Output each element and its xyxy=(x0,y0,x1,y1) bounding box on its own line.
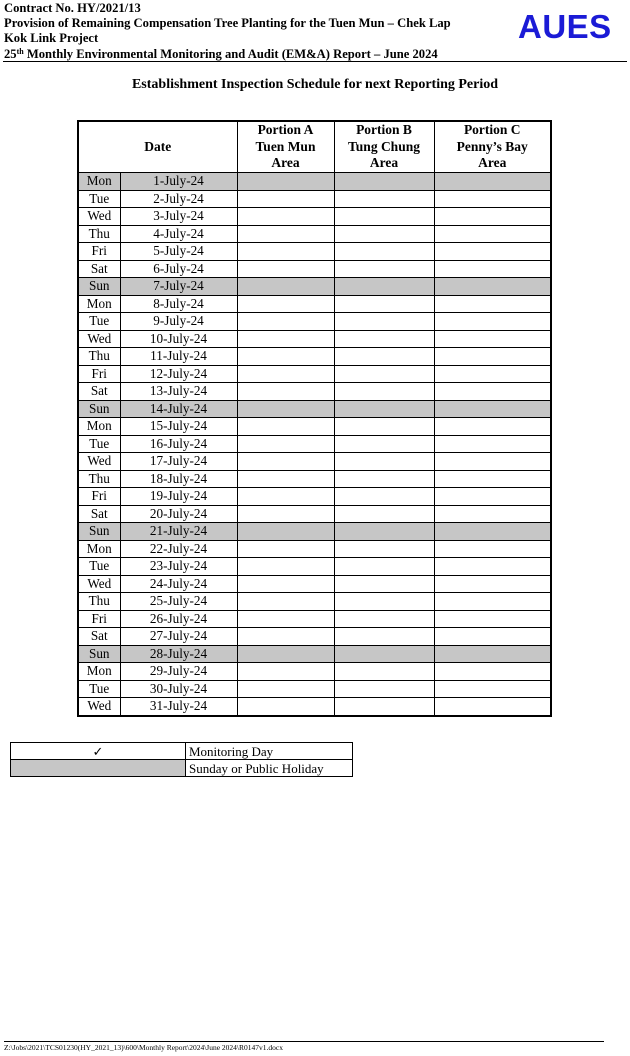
portion-b-location: Tung Chung xyxy=(348,138,420,154)
portion-a-cell xyxy=(237,208,334,226)
portion-a-cell xyxy=(237,575,334,593)
date-cell: 16-July-24 xyxy=(120,435,237,453)
day-cell: Thu xyxy=(78,593,120,611)
table-row xyxy=(78,225,551,243)
portion-b-cell xyxy=(334,593,434,611)
date-cell: 23-July-24 xyxy=(120,558,237,576)
portion-a-cell xyxy=(237,698,334,716)
table-row xyxy=(78,313,551,331)
contract-number: Contract No. HY/2021/13 xyxy=(4,1,141,15)
portion-c-cell xyxy=(434,470,551,488)
portion-c-cell xyxy=(434,278,551,296)
portion-c-cell xyxy=(434,330,551,348)
date-cell: 27-July-24 xyxy=(120,628,237,646)
report-ordinal-suffix: th xyxy=(16,46,24,56)
table-header-row xyxy=(78,121,551,173)
date-cell: 11-July-24 xyxy=(120,348,237,366)
portion-a-cell xyxy=(237,383,334,401)
portion-a-cell xyxy=(237,470,334,488)
portion-c-area: Area xyxy=(478,155,507,171)
portion-b-cell xyxy=(334,505,434,523)
day-cell: Fri xyxy=(78,488,120,506)
portion-c-cell xyxy=(434,558,551,576)
portion-b-cell xyxy=(334,225,434,243)
portion-a-cell xyxy=(237,628,334,646)
table-row xyxy=(78,575,551,593)
project-title-line-2: Kok Link Project xyxy=(4,31,99,46)
day-cell: Thu xyxy=(78,225,120,243)
date-cell: 18-July-24 xyxy=(120,470,237,488)
portion-b-cell xyxy=(334,558,434,576)
portion-a-cell xyxy=(237,505,334,523)
day-cell: Fri xyxy=(78,365,120,383)
day-cell: Sat xyxy=(78,505,120,523)
project-title-line-1: Provision of Remaining Compensation Tree Planting for the Tuen Mun – Chek Lap xyxy=(4,16,451,31)
table-row xyxy=(78,488,551,506)
table-row xyxy=(78,418,551,436)
portion-c-cell xyxy=(434,435,551,453)
portion-a-location: Tuen Mun xyxy=(255,138,316,154)
date-cell: 26-July-24 xyxy=(120,610,237,628)
portion-b-cell xyxy=(334,610,434,628)
portion-c-cell xyxy=(434,663,551,681)
portion-c-cell xyxy=(434,505,551,523)
portion-a-cell xyxy=(237,173,334,191)
portion-a-cell xyxy=(237,260,334,278)
table-row xyxy=(78,295,551,313)
date-cell: 21-July-24 xyxy=(120,523,237,541)
date-cell: 20-July-24 xyxy=(120,505,237,523)
day-cell: Mon xyxy=(78,173,120,191)
legend-row-monitoring xyxy=(11,743,353,760)
table-row xyxy=(78,610,551,628)
portion-c-name: Portion C xyxy=(463,122,521,138)
portion-b-cell xyxy=(334,540,434,558)
portion-a-cell xyxy=(237,523,334,541)
day-cell: Mon xyxy=(78,295,120,313)
portion-b-cell xyxy=(334,628,434,646)
day-cell: Fri xyxy=(78,243,120,261)
portion-c-cell xyxy=(434,348,551,366)
portion-b-cell xyxy=(334,365,434,383)
portion-b-cell xyxy=(334,208,434,226)
portion-c-cell xyxy=(434,453,551,471)
table-row xyxy=(78,400,551,418)
legend-row-holiday xyxy=(11,760,353,777)
portion-a-cell xyxy=(237,610,334,628)
report-ordinal-number: 25 xyxy=(4,46,17,61)
table-row xyxy=(78,645,551,663)
table-row xyxy=(78,593,551,611)
holiday-shading-swatch xyxy=(11,760,186,777)
portion-c-column-header xyxy=(434,121,551,173)
legend-monitoring-day-label: Monitoring Day xyxy=(186,743,353,760)
portion-b-cell xyxy=(334,260,434,278)
portion-a-cell xyxy=(237,453,334,471)
portion-a-cell xyxy=(237,243,334,261)
portion-b-column-header xyxy=(334,121,434,173)
day-cell: Sun xyxy=(78,400,120,418)
portion-c-cell xyxy=(434,575,551,593)
portion-a-cell xyxy=(237,488,334,506)
date-cell: 6-July-24 xyxy=(120,260,237,278)
day-cell: Tue xyxy=(78,313,120,331)
portion-c-location: Penny’s Bay xyxy=(456,138,528,154)
portion-a-cell xyxy=(237,225,334,243)
table-row xyxy=(78,208,551,226)
portion-c-cell xyxy=(434,680,551,698)
date-cell: 10-July-24 xyxy=(120,330,237,348)
date-cell: 25-July-24 xyxy=(120,593,237,611)
portion-c-cell xyxy=(434,173,551,191)
portion-b-cell xyxy=(334,435,434,453)
portion-b-cell xyxy=(334,313,434,331)
date-cell: 5-July-24 xyxy=(120,243,237,261)
portion-c-cell xyxy=(434,260,551,278)
day-cell: Sat xyxy=(78,628,120,646)
header-divider xyxy=(3,61,627,62)
table-row xyxy=(78,698,551,716)
table-row xyxy=(78,260,551,278)
portion-c-cell xyxy=(434,243,551,261)
table-row xyxy=(78,680,551,698)
portion-a-cell xyxy=(237,645,334,663)
date-cell: 28-July-24 xyxy=(120,645,237,663)
date-column-header: Date xyxy=(78,121,237,173)
portion-a-cell xyxy=(237,278,334,296)
portion-b-cell xyxy=(334,400,434,418)
portion-b-cell xyxy=(334,680,434,698)
date-cell: 24-July-24 xyxy=(120,575,237,593)
portion-c-cell xyxy=(434,190,551,208)
date-cell: 30-July-24 xyxy=(120,680,237,698)
day-cell: Tue xyxy=(78,190,120,208)
portion-a-cell xyxy=(237,313,334,331)
aues-logo: AUES xyxy=(518,8,612,45)
table-row xyxy=(78,365,551,383)
portion-a-cell xyxy=(237,593,334,611)
day-cell: Tue xyxy=(78,680,120,698)
portion-b-cell xyxy=(334,243,434,261)
inspection-schedule-table xyxy=(77,120,552,717)
date-cell: 12-July-24 xyxy=(120,365,237,383)
report-title xyxy=(4,47,504,62)
day-cell: Fri xyxy=(78,610,120,628)
portion-b-cell xyxy=(334,418,434,436)
portion-a-cell xyxy=(237,435,334,453)
day-cell: Wed xyxy=(78,575,120,593)
date-cell: 22-July-24 xyxy=(120,540,237,558)
portion-b-name: Portion B xyxy=(356,122,412,138)
day-cell: Wed xyxy=(78,453,120,471)
portion-b-cell xyxy=(334,190,434,208)
table-row xyxy=(78,330,551,348)
portion-c-cell xyxy=(434,645,551,663)
date-cell: 4-July-24 xyxy=(120,225,237,243)
footer-divider xyxy=(4,1041,604,1042)
page-title: Establishment Inspection Schedule for next Reporting Period xyxy=(131,77,499,92)
table-row xyxy=(78,190,551,208)
portion-a-cell xyxy=(237,400,334,418)
portion-a-area: Area xyxy=(271,155,300,171)
portion-a-cell xyxy=(237,558,334,576)
portion-c-cell xyxy=(434,400,551,418)
portion-a-cell xyxy=(237,330,334,348)
portion-c-cell xyxy=(434,295,551,313)
portion-c-cell xyxy=(434,610,551,628)
date-cell: 17-July-24 xyxy=(120,453,237,471)
portion-a-cell xyxy=(237,680,334,698)
day-cell: Sun xyxy=(78,645,120,663)
schedule-body xyxy=(78,173,551,716)
portion-a-column-header xyxy=(237,121,334,173)
table-row xyxy=(78,628,551,646)
day-cell: Sat xyxy=(78,383,120,401)
legend-holiday-label: Sunday or Public Holiday xyxy=(186,760,353,777)
portion-a-cell xyxy=(237,348,334,366)
portion-b-cell xyxy=(334,173,434,191)
portion-a-cell xyxy=(237,663,334,681)
portion-c-cell xyxy=(434,698,551,716)
day-cell: Tue xyxy=(78,435,120,453)
portion-b-cell xyxy=(334,698,434,716)
day-cell: Wed xyxy=(78,330,120,348)
table-row xyxy=(78,540,551,558)
portion-c-cell xyxy=(434,523,551,541)
table-row xyxy=(78,523,551,541)
date-cell: 19-July-24 xyxy=(120,488,237,506)
table-row xyxy=(78,278,551,296)
portion-c-cell xyxy=(434,418,551,436)
day-cell: Mon xyxy=(78,540,120,558)
date-cell: 31-July-24 xyxy=(120,698,237,716)
portion-c-cell xyxy=(434,488,551,506)
portion-a-cell xyxy=(237,540,334,558)
table-row xyxy=(78,453,551,471)
table-row xyxy=(78,558,551,576)
day-cell: Tue xyxy=(78,558,120,576)
date-cell: 2-July-24 xyxy=(120,190,237,208)
day-cell: Mon xyxy=(78,418,120,436)
day-cell: Sat xyxy=(78,260,120,278)
portion-b-cell xyxy=(334,645,434,663)
portion-c-cell xyxy=(434,628,551,646)
portion-b-cell xyxy=(334,663,434,681)
table-row xyxy=(78,663,551,681)
day-cell: Thu xyxy=(78,348,120,366)
date-cell: 15-July-24 xyxy=(120,418,237,436)
date-cell: 8-July-24 xyxy=(120,295,237,313)
table-row xyxy=(78,470,551,488)
portion-c-cell xyxy=(434,208,551,226)
portion-c-cell xyxy=(434,383,551,401)
portion-b-cell xyxy=(334,488,434,506)
table-row xyxy=(78,435,551,453)
date-cell: 7-July-24 xyxy=(120,278,237,296)
portion-b-cell xyxy=(334,453,434,471)
footer-file-path: Z:\Jobs\2021\TCS01230(HY_2021_13)\600\Monthly Report\2024\June 2024\R0147v1.docx xyxy=(4,1043,283,1052)
table-row xyxy=(78,173,551,191)
table-row xyxy=(78,348,551,366)
date-cell: 3-July-24 xyxy=(120,208,237,226)
portion-c-cell xyxy=(434,540,551,558)
day-cell: Thu xyxy=(78,470,120,488)
portion-b-area: Area xyxy=(369,155,399,171)
portion-a-name: Portion A xyxy=(257,122,314,138)
table-row xyxy=(78,383,551,401)
portion-c-cell xyxy=(434,313,551,331)
date-cell: 29-July-24 xyxy=(120,663,237,681)
document-header xyxy=(4,1,504,62)
portion-b-cell xyxy=(334,470,434,488)
portion-b-cell xyxy=(334,575,434,593)
portion-a-cell xyxy=(237,295,334,313)
portion-a-cell xyxy=(237,190,334,208)
portion-c-cell xyxy=(434,593,551,611)
report-title-rest: Monthly Environmental Monitoring and Audit (EM&A) Report – June 2024 xyxy=(23,46,438,61)
day-cell: Wed xyxy=(78,208,120,226)
portion-b-cell xyxy=(334,330,434,348)
day-cell: Sun xyxy=(78,523,120,541)
date-cell: 13-July-24 xyxy=(120,383,237,401)
table-row xyxy=(78,505,551,523)
date-cell: 1-July-24 xyxy=(120,173,237,191)
table-row xyxy=(78,243,551,261)
portion-b-cell xyxy=(334,383,434,401)
day-cell: Wed xyxy=(78,698,120,716)
day-cell: Sun xyxy=(78,278,120,296)
legend-table xyxy=(10,742,353,777)
date-cell: 14-July-24 xyxy=(120,400,237,418)
portion-b-cell xyxy=(334,348,434,366)
portion-a-cell xyxy=(237,418,334,436)
date-cell: 9-July-24 xyxy=(120,313,237,331)
portion-c-cell xyxy=(434,365,551,383)
portion-b-cell xyxy=(334,523,434,541)
portion-b-cell xyxy=(334,295,434,313)
portion-c-cell xyxy=(434,225,551,243)
day-cell: Mon xyxy=(78,663,120,681)
checkmark-icon: ✓ xyxy=(11,743,186,760)
portion-a-cell xyxy=(237,365,334,383)
portion-b-cell xyxy=(334,278,434,296)
